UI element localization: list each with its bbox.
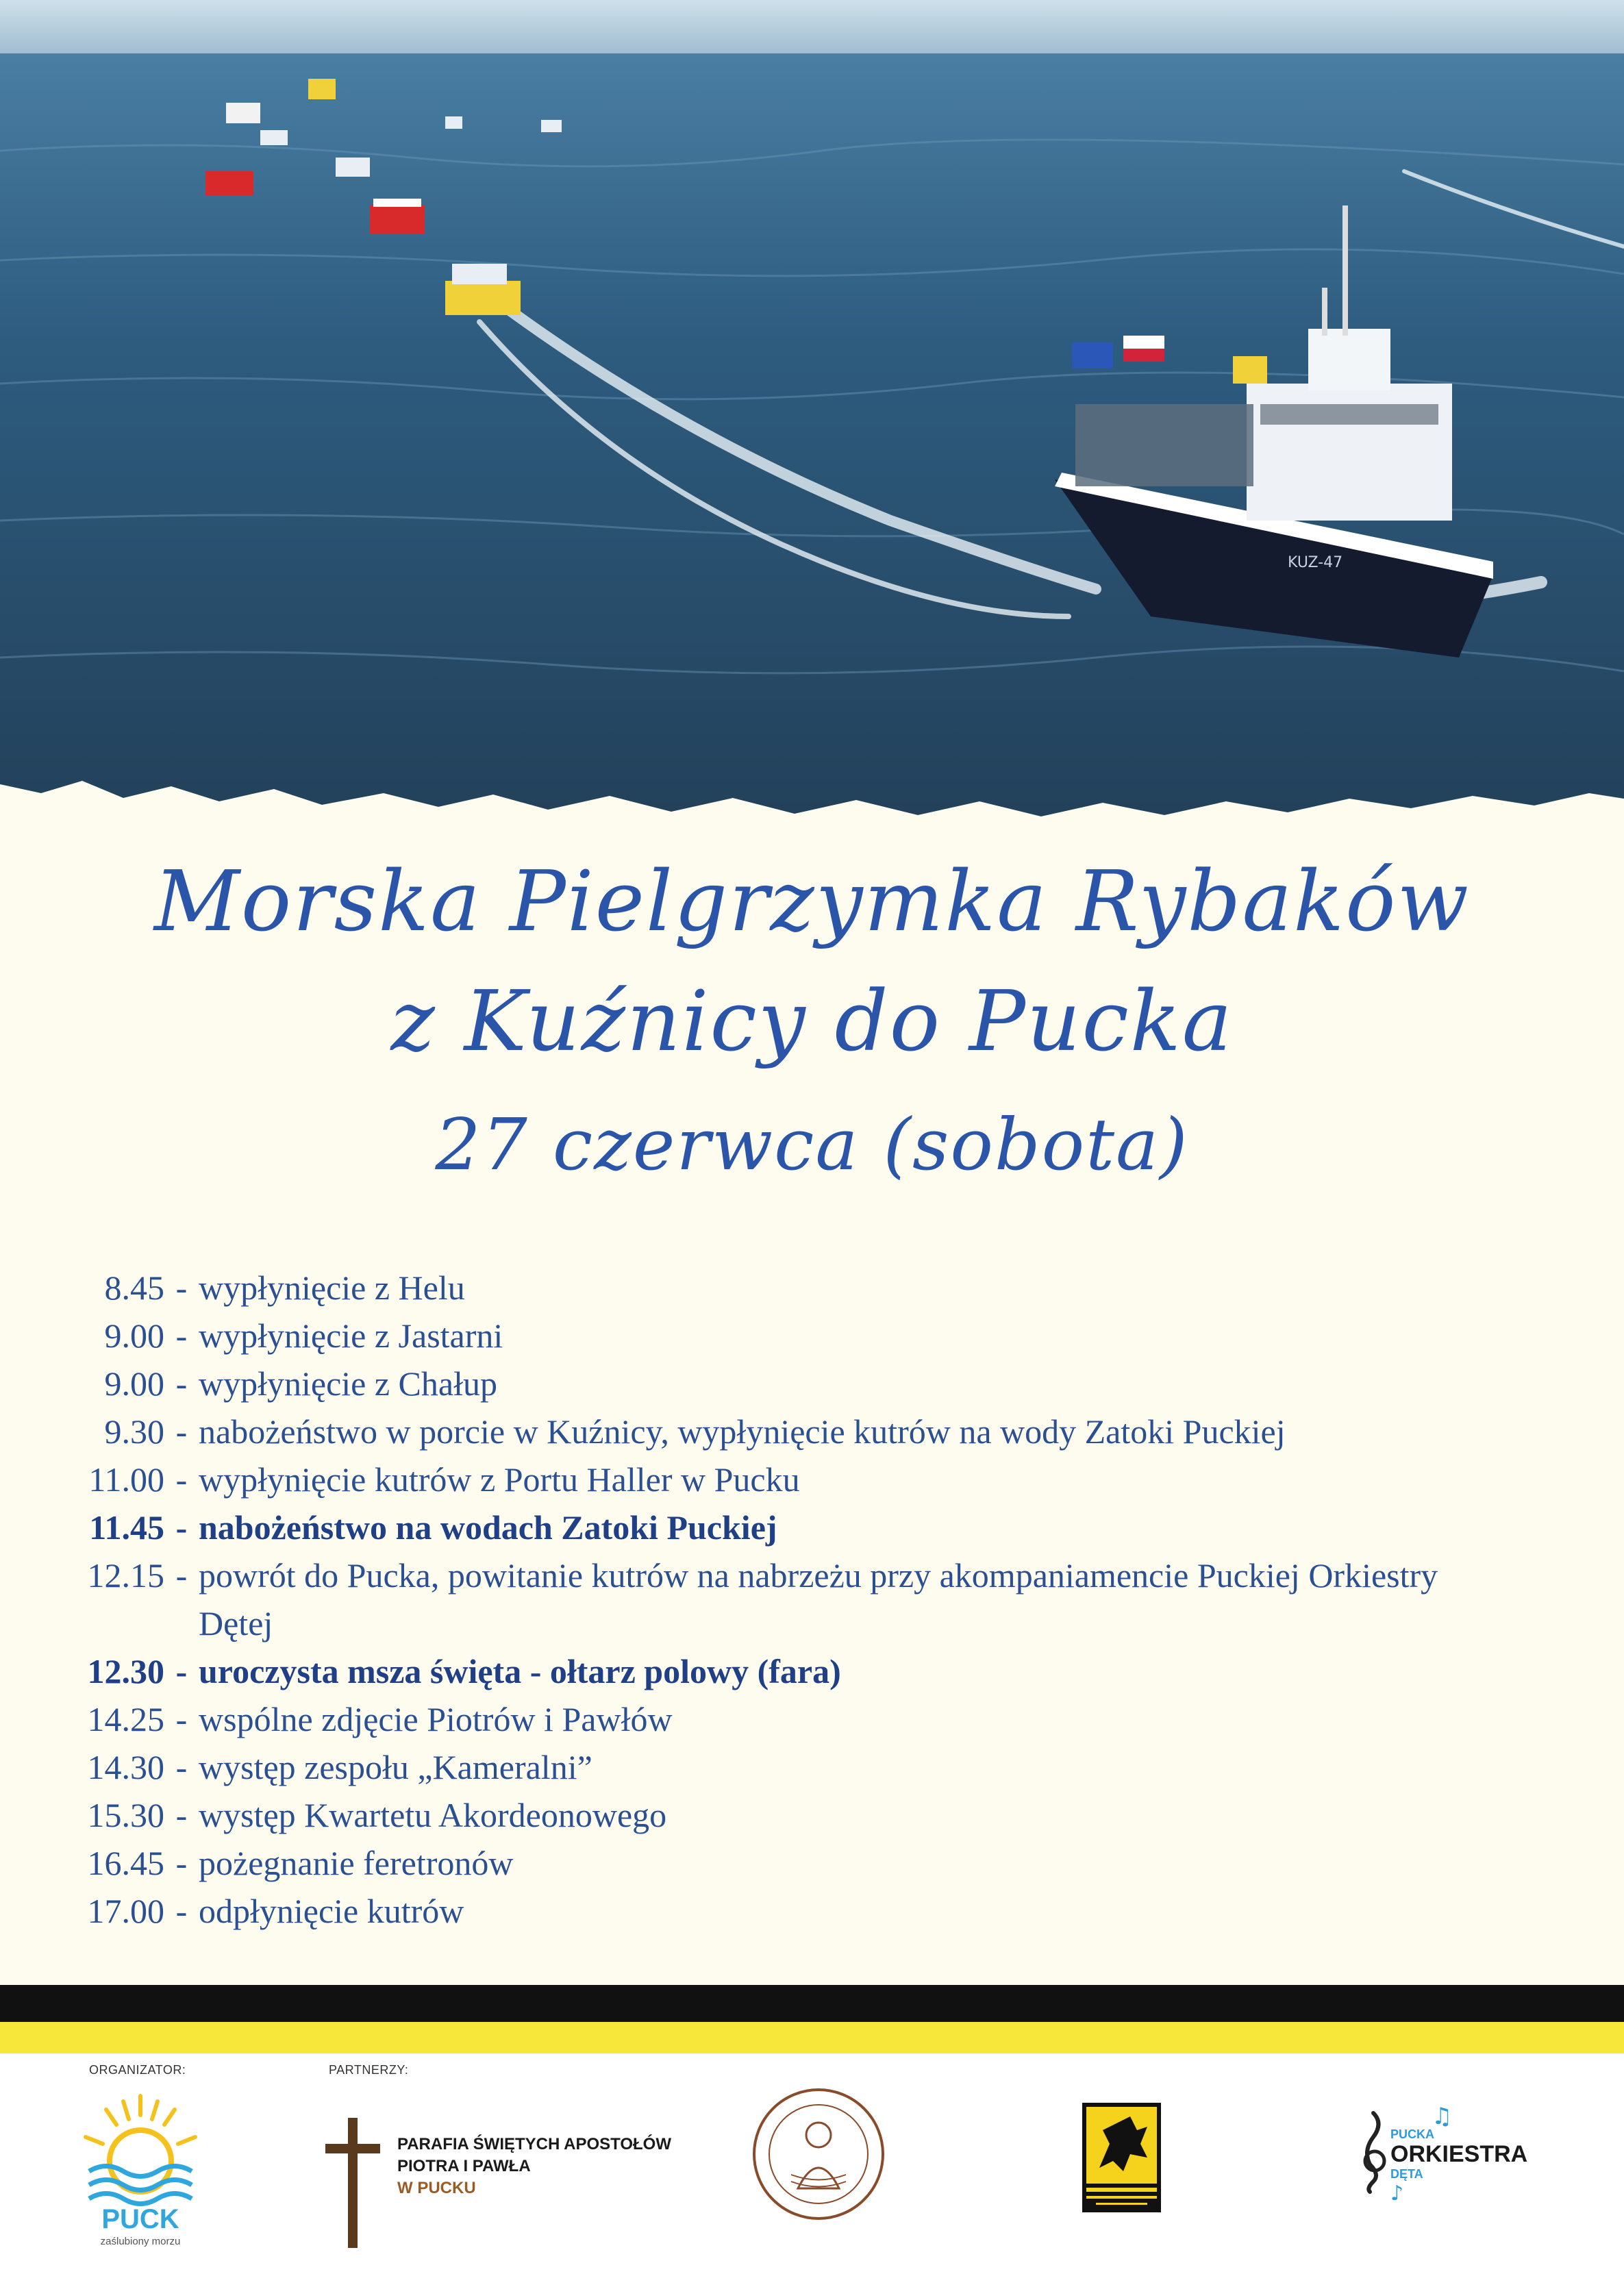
zrzeszenie-kaszubsko-pomorskie-logo	[1082, 2103, 1161, 2212]
schedule-item: 15.30 - występ Kwartetu Akordeonowego	[87, 1796, 667, 1834]
griffin-icon	[1082, 2103, 1161, 2212]
parafia-piotra-pawla-logo: PARAFIA ŚWIĘTYCH APOSTOŁÓW PIOTRA I PAWŁA W PUCKU	[397, 2135, 671, 2197]
schedule-item: 14.30 - występ zespołu „Kameralni”	[87, 1748, 592, 1786]
schedule-item: 12.15 - powrót do Pucka, powitanie kutrów na nabrzeżu przy akompaniamencie Puckiej Orkiestry Dętej	[87, 1556, 1438, 1642]
schedule-item: 8.45 - wypłynięcie z Helu	[104, 1269, 465, 1307]
puck-city-logo	[75, 2089, 205, 2253]
schedule-item: 11.00 - wypłynięcie kutrów z Portu Haller w Pucku	[88, 1460, 800, 1499]
schedule-item: 16.45 - pożegnanie feretronów	[87, 1844, 514, 1882]
schedule-item: 9.30 - nabożeństwo w porcie w Kuźnicy, wypłynięcie kutrów na wody Zatoki Puckiej	[104, 1412, 1286, 1451]
black-stripe	[0, 1985, 1624, 2022]
partners-label: PARTNERZY:	[329, 2063, 409, 2077]
schedule-item: 17.00 - odpłynięcie kutrów	[87, 1892, 464, 1930]
music-note-icon: ♪	[1390, 2182, 1404, 2205]
organizer-label: ORGANIZATOR:	[89, 2063, 186, 2077]
cross-icon	[325, 2118, 380, 2248]
schedule-item: 9.00 - wypłynięcie z Chałup	[104, 1364, 497, 1403]
schedule-list	[55, 1264, 1527, 1935]
music-note-icon: ♫	[1432, 2103, 1453, 2130]
schedule-item: 14.25 - wspólne zdjęcie Piotrów i Pawłów	[87, 1700, 673, 1738]
title-line-2: z Kuźnicy do Pucka	[390, 973, 1234, 1070]
sea-photo	[0, 0, 1624, 842]
schedule-item-highlight: 11.45 - nabożeństwo na wodach Zatoki Puckiej	[89, 1508, 777, 1547]
seal-icon	[750, 2086, 887, 2223]
treble-clef-icon	[1353, 2106, 1394, 2195]
puck-logo-text: PUCK	[101, 2204, 179, 2234]
parafia-sw-antoniego-seal	[750, 2086, 887, 2223]
schedule-item: 9.00 - wypłynięcie z Jastarni	[104, 1316, 503, 1355]
yellow-stripe	[0, 2022, 1624, 2053]
title-date: 27 czerwca (sobota)	[435, 1103, 1189, 1186]
sea-illustration	[0, 0, 1624, 842]
pucka-orkiestra-deta-logo: PUCKA ORKIESTRA DĘTA	[1390, 2127, 1528, 2181]
boat-registration: KUZ-47	[1288, 554, 1343, 571]
title-line-1: Morska Pielgrzymka Rybaków	[153, 853, 1471, 950]
schedule-item-highlight: 12.30 - uroczysta msza święta - ołtarz polowy (fara)	[87, 1652, 841, 1690]
puck-tagline: zaślubiony morzu	[100, 2236, 181, 2247]
